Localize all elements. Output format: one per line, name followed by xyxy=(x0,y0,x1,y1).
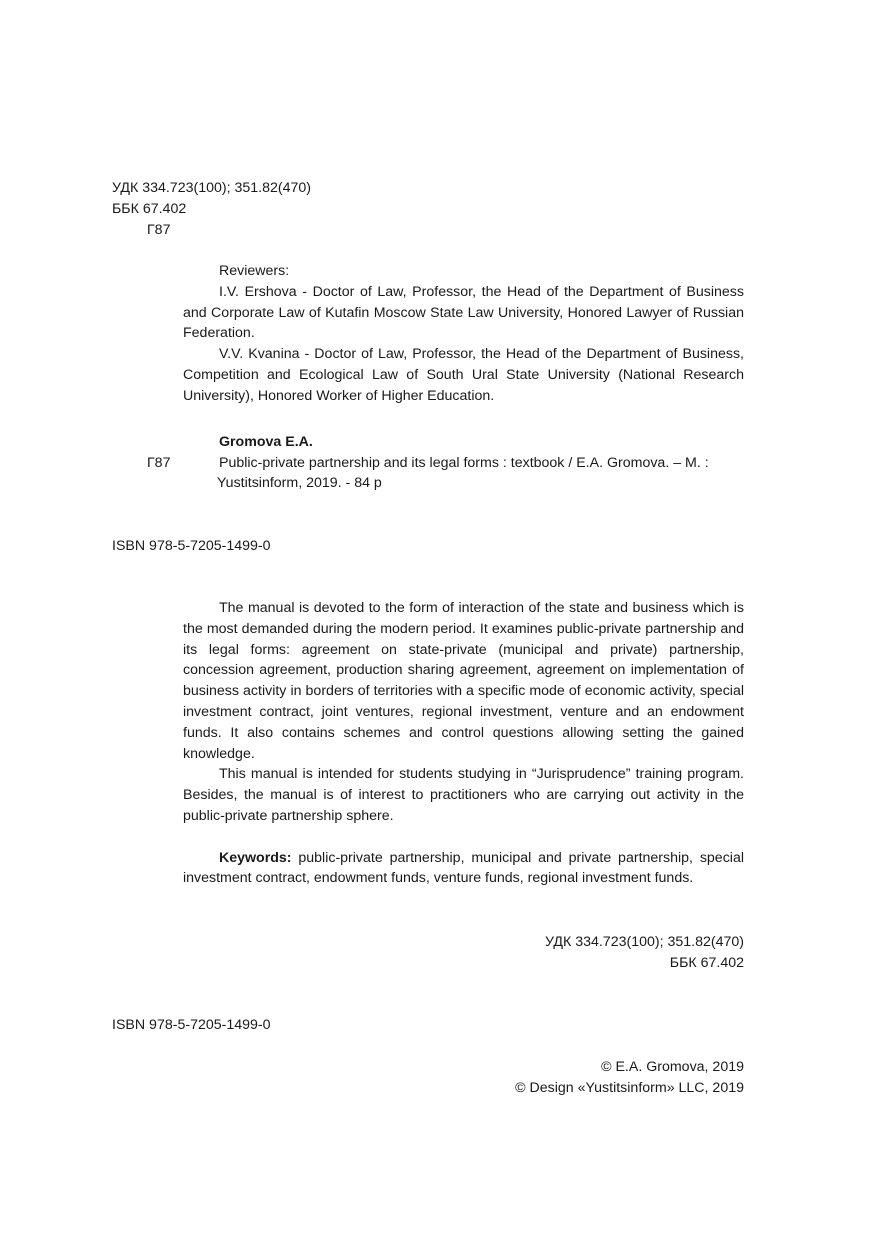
book-author: Gromova E.A. xyxy=(219,434,313,450)
bibliography-mark: Г87 xyxy=(147,455,171,471)
reviewer-kvanina: V.V. Kvanina - Doctor of Law, Professor, the Head of the Department of Business, Competition and Ecological Law of South Ural State University (National Research University), Honored Worker of Higher Education. xyxy=(183,346,744,404)
abstract-paragraph-2: This manual is intended for students studying in “Jurisprudence” training program. Besides, the manual is of interest to practitioners who are carrying out activity in the public-private partnership sphere. xyxy=(183,766,744,824)
copyright-author: © E.A. Gromova, 2019 xyxy=(601,1059,744,1075)
bbk-code-bottom: ББК 67.402 xyxy=(669,954,744,971)
classification-bottom xyxy=(183,932,744,974)
keywords-text: public-private partnership, municipal and private partnership, special investment contract, endowment funds, venture funds, regional investment funds. xyxy=(183,849,744,887)
bibliography-line-2: Yustitsinform, 2019. - 84 p xyxy=(217,475,382,491)
keywords-paragraph xyxy=(183,848,744,890)
copyright-design: © Design «Yustitsinform» LLC, 2019 xyxy=(515,1079,744,1096)
udk-code: УДК 334.723(100); 351.82(470) xyxy=(112,180,311,196)
copyright-section xyxy=(183,1057,744,1099)
reviewers-heading: Reviewers: xyxy=(219,263,290,279)
abstract-section xyxy=(183,598,744,889)
reviewers-section xyxy=(183,261,744,407)
keywords-label: Keywords: xyxy=(219,849,292,866)
abstract-paragraph-1: The manual is devoted to the form of interaction of the state and business which is the most demanded during the modern period. It examines public-private partnership and its legal forms: agreement on state-private (municipal and private) partnership, concession agreement, production sharing agreement, agreement on implementation of business activity in borders of territories with a specific mode of economic activity, special investment contract, joint ventures, regional investment, venture and an endowment funds. It also contains schemes and control questions allowing setting the gained knowledge. xyxy=(183,600,744,762)
isbn-bottom: ISBN 978-5-7205-1499-0 xyxy=(112,1017,271,1033)
bbk-code: ББК 67.402 xyxy=(112,201,187,217)
author-mark: Г87 xyxy=(147,222,171,238)
udk-code-bottom: УДК 334.723(100); 351.82(470) xyxy=(545,934,744,950)
reviewer-ershova: I.V. Ershova - Doctor of Law, Professor, the Head of the Department of Business and Corporate Law of Kutafin Moscow State Law University, Honored Lawyer of Russian Federation. xyxy=(183,283,744,342)
isbn-top: ISBN 978-5-7205-1499-0 xyxy=(112,538,271,554)
bibliography-line-1: Public-private partnership and its legal forms : textbook / E.A. Gromova. – M. : xyxy=(219,455,709,471)
